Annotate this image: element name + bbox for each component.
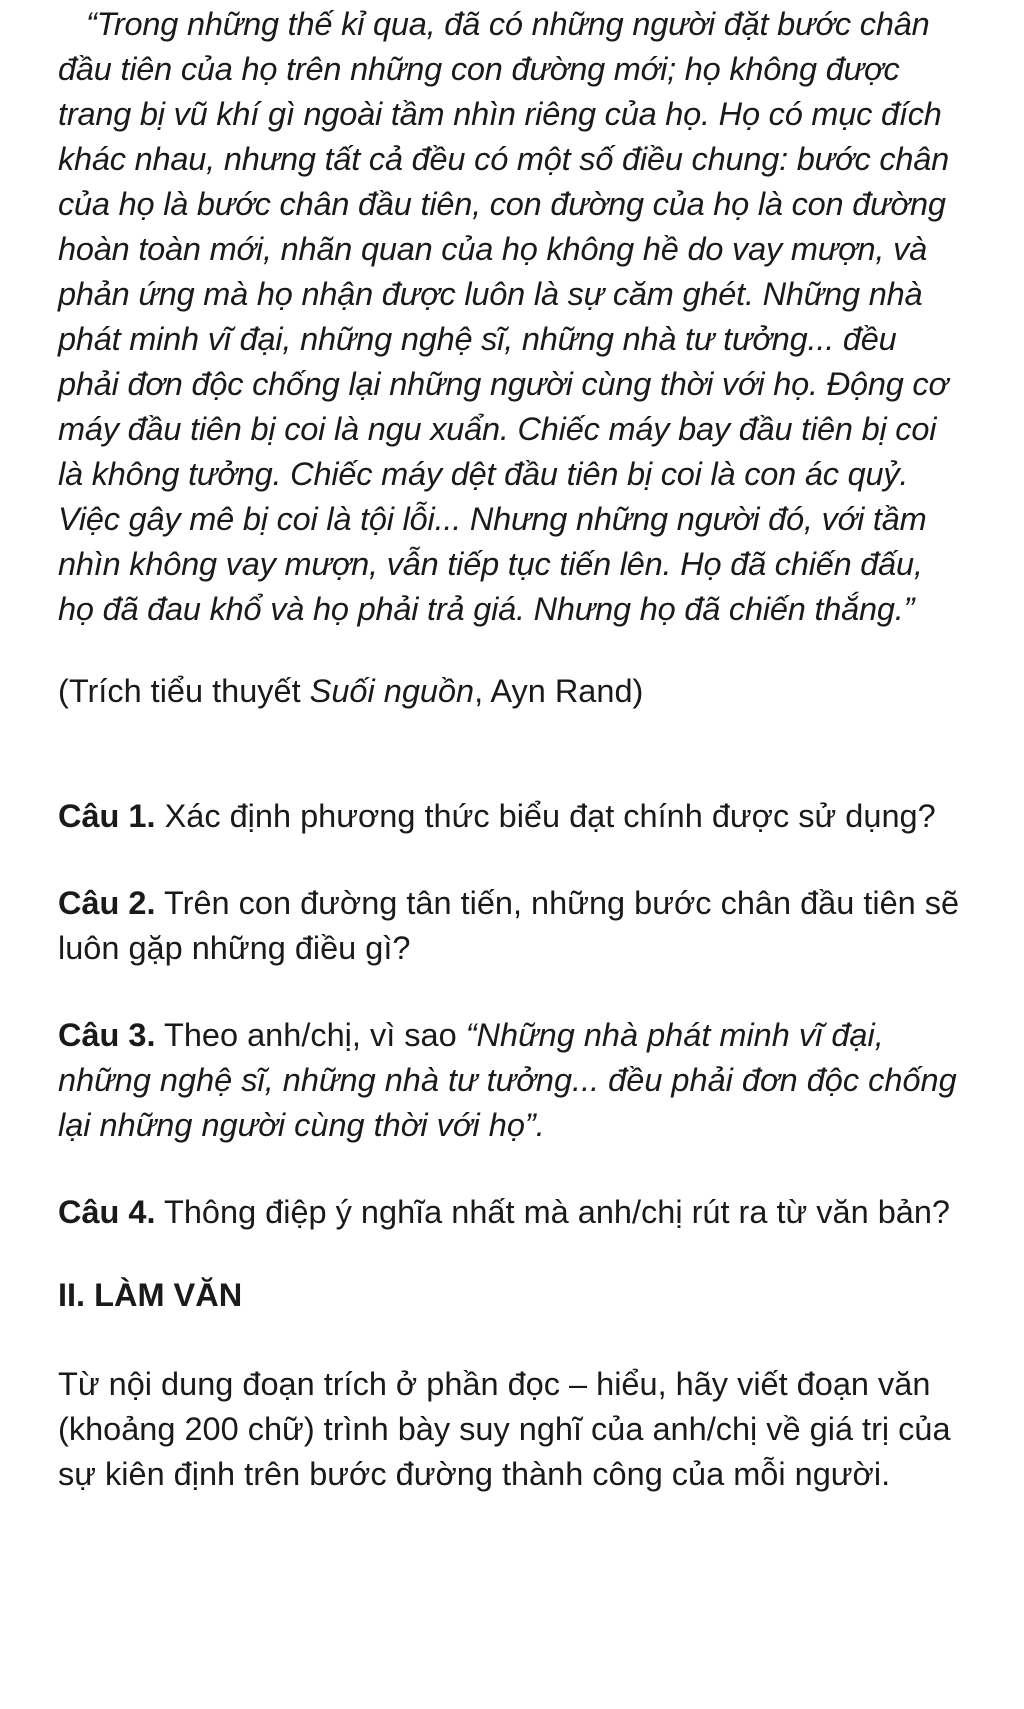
question-quote: “Những nhà phát minh vĩ đại, những nghệ sĩ, những nhà tư tưởng... đều phải đơn độc chống lại những người cùng thời với họ”. — [58, 1017, 957, 1143]
question-text: Xác định phương thức biểu đạt chính được sử dụng? — [155, 798, 936, 834]
excerpt-source — [58, 669, 960, 714]
question-label: Câu 3. — [58, 1017, 156, 1053]
excerpt-quote: “Trong những thế kỉ qua, đã có những người đặt bước chân đầu tiên của họ trên những con đường mới; họ không được trang bị vũ khí gì ngoài tầm nhìn riêng của họ. Họ có mục đích khác nhau, nhưng tất cả đều có một số điều chung: bước chân của họ là bước chân đầu tiên, con đường của họ là con đường hoàn toàn mới, nhãn quan của họ không hề do vay mượn, và phản ứng mà họ nhận được luôn là sự căm ghét. Những nhà phát minh vĩ đại, những nghệ sĩ, những nhà tư tưởng... đều phải đơn độc chống lại những người cùng thời với họ. Động cơ máy đầu tiên bị coi là ngu xuẩn. Chiếc máy bay đầu tiên bị coi là không tưởng. Chiếc máy dệt đầu tiên bị coi là con ác quỷ. Việc gây mê bị coi là tội lỗi... Nhưng những người đó, với tầm nhìn không vay mượn, vẫn tiếp tục tiến lên. Họ đã chiến đấu, họ đã đau khổ và họ phải trả giá. Nhưng họ đã chiến thắng.” — [58, 6, 950, 627]
question-label: Câu 4. — [58, 1194, 156, 1230]
question-2 — [58, 881, 960, 971]
section-heading: II. LÀM VĂN — [58, 1277, 243, 1313]
source-prefix: (Trích tiểu thuyết — [58, 673, 310, 709]
question-1 — [58, 794, 960, 839]
question-text: Thông điệp ý nghĩa nhất mà anh/chị rút ra từ văn bản? — [155, 1194, 951, 1230]
question-text: Theo anh/chị, vì sao — [155, 1017, 466, 1053]
question-4 — [58, 1190, 960, 1235]
question-label: Câu 2. — [58, 885, 156, 921]
question-label: Câu 1. — [58, 798, 156, 834]
source-suffix: , Ayn Rand) — [474, 673, 644, 709]
question-text: Trên con đường tân tiến, những bước chân đầu tiên sẽ luôn gặp những điều gì? — [58, 885, 960, 966]
source-title: Suối nguồn — [309, 673, 475, 709]
essay-prompt: Từ nội dung đoạn trích ở phần đọc – hiểu, hãy viết đoạn văn (khoảng 200 chữ) trình bày suy nghĩ của anh/chị về giá trị của sự kiên định trên bước đường thành công của mỗi người. — [58, 1366, 951, 1492]
question-3 — [58, 1013, 960, 1148]
